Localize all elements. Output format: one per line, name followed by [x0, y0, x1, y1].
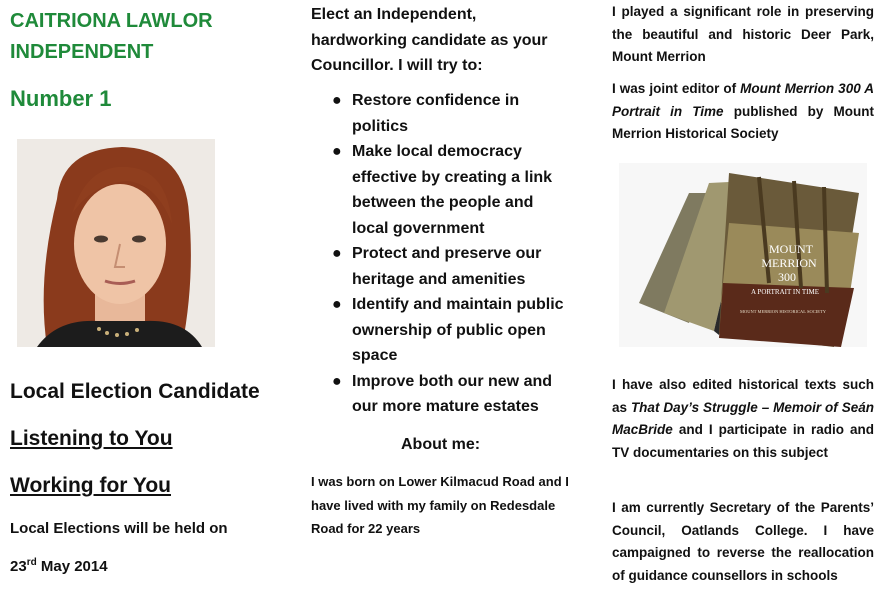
bullet-icon: ●: [332, 296, 342, 313]
book-cover-publisher: MOUNT MERRION HISTORICAL SOCIETY: [739, 309, 827, 314]
pledge-line: Improve both our new and: [352, 372, 553, 390]
about-heading: About me:: [401, 436, 481, 453]
pledge-line: heritage and amenities: [352, 270, 526, 288]
date-rest: May 2014: [36, 558, 108, 575]
intro-line: Councillor. I will try to:: [311, 57, 483, 74]
book-cover-title-2: MERRION: [761, 256, 817, 270]
date-day: 23: [10, 558, 27, 575]
pledge-line: effective by creating a link: [352, 168, 553, 186]
pledge-line: ownership of public open: [352, 321, 546, 339]
intro-line: hardworking candidate as your: [311, 31, 548, 49]
tagline-working: Working for You: [10, 474, 171, 497]
candidate-photo: [17, 139, 215, 347]
pledge-line: Identify and maintain public: [352, 296, 564, 313]
election-date: [10, 557, 108, 575]
pledge-item: [311, 139, 581, 241]
para-text: published by Mount Merrion Historical Society: [612, 103, 874, 141]
book-cover-title-3: 300: [778, 270, 796, 284]
middle-column: [311, 0, 579, 591]
right-column: [612, 0, 874, 591]
candidate-name: CAITRIONA LAWLOR: [10, 10, 213, 32]
intro-text: [311, 2, 548, 79]
tagline-listening: Listening to You: [10, 427, 173, 450]
intro-line: Elect an Independent,: [311, 6, 477, 23]
pledge-line: Restore confidence in: [352, 92, 520, 109]
para-deer-park: I played a significant role in preserving the beautiful and historic Deer Park, Mount Merrion: [612, 4, 874, 64]
para-parents-council: I am currently Secretary of the Parents’ Council, Oatlands College. I have campaigned to reverse the reallocation of guidance counsellors in schools: [612, 500, 874, 583]
bullet-icon: ●: [332, 245, 342, 262]
pledge-line: Make local democracy: [352, 143, 522, 160]
candidate-name-block: [10, 6, 213, 68]
book-photo: [619, 163, 867, 347]
pledge-list: [311, 88, 581, 420]
pledge-item: [311, 369, 581, 420]
para-historical-texts: [612, 374, 874, 464]
pledge-item: [311, 88, 581, 139]
pledge-line: space: [352, 347, 398, 364]
book-cover-subtitle: A PORTRAIT IN TIME: [751, 288, 819, 296]
para-text: I have also edited historical texts such as: [612, 377, 874, 415]
pledge-line: local government: [352, 219, 485, 237]
section-heading: Local Election Candidate: [10, 380, 260, 403]
bullet-icon: ●: [332, 92, 342, 109]
election-note: Local Elections will be held on: [10, 520, 228, 537]
pledge-line: between the people and: [352, 194, 534, 211]
pledge-item: [311, 241, 581, 292]
candidate-affiliation: INDEPENDENT: [10, 41, 154, 63]
book-title-ref: Mount Merrion 300 A Portrait in Time: [612, 81, 874, 119]
pledge-line: our more mature estates: [352, 398, 539, 415]
memoir-title-ref: That Day’s Struggle – Memoir of Seán MacBride: [612, 399, 874, 437]
bullet-icon: ●: [332, 372, 342, 390]
book-cover-title-1: MOUNT: [769, 242, 813, 256]
pledge-item: [311, 292, 581, 369]
pledge-line: politics: [352, 117, 409, 135]
para-editor: [612, 78, 874, 146]
about-text: I was born on Lower Kilmacud Road and I have lived with my family on Redesdale Road for 22 years: [311, 474, 569, 536]
left-column: [10, 0, 280, 591]
ballot-number: Number 1: [10, 86, 112, 111]
bullet-icon: ●: [332, 143, 342, 160]
para-text: and I participate in radio and TV documentaries on this subject: [612, 422, 874, 460]
date-suffix: rd: [26, 557, 37, 568]
para-text: I was joint editor of: [612, 81, 741, 96]
pledge-line: Protect and preserve our: [352, 245, 542, 262]
